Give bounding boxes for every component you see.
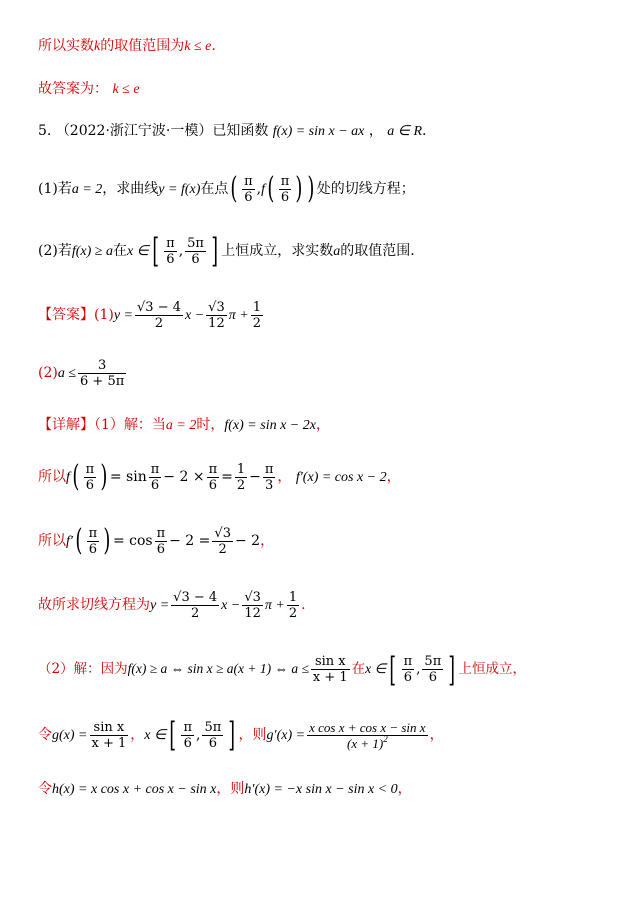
text: ，: [386, 469, 401, 485]
text: 在: [351, 661, 366, 677]
answer-part-2: [38, 356, 128, 391]
fraction: $\frac{\pi}{6}$: [183, 719, 192, 751]
math-expr: x ∈: [126, 244, 149, 259]
text: 令: [38, 727, 52, 743]
math-var: k: [94, 39, 101, 54]
fraction: $\frac{\pi}{3}$: [264, 461, 274, 493]
text: 的取值范围为: [100, 38, 185, 54]
fraction: $\frac{√3 - 4}{2}$: [137, 299, 181, 331]
fraction: $\frac{1}{2}$: [288, 589, 298, 621]
text: ，: [315, 417, 330, 433]
math-expr: y = f(x): [158, 182, 201, 197]
text: 已知函数: [212, 123, 269, 139]
math-expr: = cos: [112, 533, 153, 549]
text: ，则: [238, 727, 267, 743]
detail-line-6: 令g(x) = $\frac{\text{sin x}}{x + 1}$ ，x ∈[ $\frac{\pi}{6}$ , $\frac{5\pi}{6}$ ] ，则g′(x) = $\frac{\text{x cos x + cos x − sin x}}{(x + 1)^2}$ ，: [38, 715, 444, 755]
text: 上恒成立，求实数: [221, 243, 334, 259]
problem-statement: 5. （2022·浙江宁波·一模）已知函数 f(x) = sin x − ax ， a ∈ R.: [38, 123, 427, 139]
math-expr: x −: [185, 308, 205, 323]
detail-line-1: [38, 416, 330, 435]
text: 在点: [200, 181, 229, 197]
text: 在: [112, 243, 127, 259]
fraction: $\frac{\pi}{6}$: [403, 654, 413, 685]
fraction: $\frac{3}{6 + 5\pi}$: [80, 357, 125, 389]
fraction: $\frac{\pi}{6}$: [166, 235, 175, 267]
math-expr: π +: [228, 308, 249, 323]
text: 的取值范围.: [340, 243, 415, 259]
fraction: $\frac{\pi}{6}$: [88, 525, 98, 557]
fraction: $\frac{5\pi}{6}$: [204, 719, 222, 751]
detail-line-4: 故所求切线方程为y = $\frac{√3 - 4}{2}$ x − $\frac{√3}{12}$ π + $\frac{1}{2}$ .: [38, 589, 306, 621]
fraction: $\frac{1}{2}$: [252, 299, 261, 331]
fraction: $\frac{\pi}{6}$: [85, 461, 95, 493]
fraction: $\frac{√3}{2}$: [214, 525, 231, 557]
math-expr: − 2: [234, 533, 261, 549]
fraction: $\frac{√3}{12}$: [244, 589, 261, 621]
text: 上恒成立，: [458, 661, 527, 677]
answer-part-1: [38, 298, 265, 333]
math-expr: f(x) = sin x − 2x: [224, 418, 316, 433]
math-var: f: [66, 470, 70, 485]
question-part-1: (1)若a = 2，求曲线y = f(x)在点( $\frac{\pi}{6}$ ,f( $\frac{\pi}{6}$ ) ) 处的切线方程；: [38, 171, 415, 206]
fraction: $\frac{\text{x cos x + cos x − sin x}}{(x + 1)^2}$: [309, 719, 426, 751]
math-expr: a ≤: [57, 366, 77, 381]
text: 令: [38, 781, 52, 797]
answer-tag: 【答案】: [38, 307, 94, 323]
bracket-open: [: [152, 231, 159, 271]
math-expr: g′(x) =: [266, 728, 306, 743]
detail-line-2: 所以f( $\frac{\pi}{6}$ ) = sin $\frac{\pi}{6}$ − 2 × $\frac{\pi}{6}$ = $\frac{1}{2}$ − $\frac{\pi}{3}$ ， f′(x) = cos x − 2，: [38, 459, 401, 494]
math-expr: =: [221, 469, 233, 485]
fraction: $\frac{1}{2}$: [236, 461, 246, 493]
math-var: a: [333, 244, 341, 259]
problem-number: 5.: [38, 123, 52, 139]
math-expr: g(x) =: [52, 728, 88, 743]
text: .: [211, 38, 216, 54]
fraction: $\frac{\pi}{6}$: [156, 525, 166, 557]
text: 故答案为：: [38, 81, 108, 97]
fraction: $\frac{√3 - 4}{2}$: [173, 589, 218, 621]
text: 故所求切线方程为: [38, 597, 150, 613]
math-expr: π +: [264, 598, 285, 613]
math-expr: a = 2: [165, 418, 197, 433]
text: ，: [260, 533, 275, 549]
paren-open: (: [230, 171, 238, 206]
paren-close: ): [295, 171, 303, 206]
text: ，: [429, 727, 444, 743]
text: (2): [38, 365, 58, 381]
bracket-close: ]: [211, 231, 218, 271]
fraction: $\frac{5\pi}{6}$: [187, 235, 204, 267]
text: ，: [130, 727, 145, 743]
math-expr: f′(x) = cos x − 2: [295, 470, 387, 485]
fraction: $\frac{\pi}{6}$: [244, 173, 253, 205]
text: 所以: [38, 469, 66, 485]
text: 所以: [38, 533, 66, 549]
math-expr: y =: [113, 308, 134, 323]
math-expr: x ∈: [144, 728, 167, 743]
paren-open: (: [267, 171, 275, 206]
math-expr: −: [249, 469, 261, 485]
math-expr: h′(x) = −x sin x − sin x < 0: [244, 782, 398, 797]
math-var: f′: [66, 534, 73, 549]
math-expr: y =: [150, 598, 170, 613]
question-part-2: (2)若f(x) ≥ a在x ∈[ $\frac{\pi}{6}$ , $\frac{5\pi}{6}$ ] 上恒成立，求实数a的取值范围.: [38, 231, 415, 271]
text: (1)若: [38, 181, 72, 197]
math-expr: x ∈: [365, 661, 387, 676]
math-expr: − 2 =: [169, 533, 211, 549]
text: 时，: [196, 417, 225, 433]
fraction: $\frac{\text{sin x}}{x + 1}$: [312, 654, 348, 685]
function-def: f(x) = sin x − ax: [272, 124, 365, 139]
text: .: [422, 123, 427, 139]
text: (1): [94, 307, 114, 323]
math-expr: f(x) ≥ a ⇔ sin x ≥ a(x + 1) ⇔ a ≤: [127, 661, 309, 676]
problem-source: （2022·浙江宁波·一模）: [55, 123, 213, 139]
detail-line-3: 所以f′( $\frac{\pi}{6}$ ) = cos $\frac{\pi}{6}$ − 2 = $\frac{√3}{2}$ − 2，: [38, 523, 275, 558]
text: (2)若: [38, 243, 72, 259]
math-expr: x −: [221, 598, 241, 613]
fraction: $\frac{\pi}{6}$: [280, 173, 290, 205]
text: （1）解：当: [94, 417, 166, 433]
text: ，求曲线: [102, 181, 159, 197]
paren-close: ): [307, 171, 315, 206]
conclusion-line-1: [38, 37, 216, 56]
math-expr: = sin: [109, 469, 147, 485]
text: ，则: [216, 781, 245, 797]
fraction: $\frac{\pi}{6}$: [208, 461, 218, 493]
text: 处的切线方程；: [316, 181, 415, 197]
text: （2）解：因为: [38, 661, 128, 677]
detail-tag: 【详解】: [38, 417, 94, 433]
fraction: $\frac{√3}{12}$: [208, 299, 225, 331]
detail-line-5: （2）解：因为f(x) ≥ a ⇔ sin x ≥ a(x + 1) ⇔ a ≤ $\frac{\text{sin x}}{x + 1}$ 在x ∈[ $\frac{\pi}{6}$ , $\frac{5\pi}{6}$ ] 上恒成立，: [38, 649, 527, 690]
answer-line: [38, 80, 140, 99]
math-expr: k ≤ e: [112, 82, 140, 97]
math-expr: a = 2: [71, 182, 103, 197]
math-expr: − 2 ×: [163, 469, 205, 485]
math-expr: a ∈ R: [387, 124, 423, 139]
fraction: $\frac{5\pi}{6}$: [424, 654, 442, 685]
math-expr: f(x) ≥ a: [71, 244, 113, 259]
text: ，: [397, 781, 412, 797]
detail-line-7: [38, 780, 412, 799]
math-expr: h(x) = x cos x + cos x − sin x: [52, 782, 217, 797]
text: ，: [277, 469, 292, 485]
text: 所以实数: [38, 38, 94, 54]
fraction: $\frac{\text{sin x}}{x + 1}$: [91, 719, 127, 751]
fraction: $\frac{\pi}{6}$: [150, 461, 160, 493]
math-expr: k ≤ e: [184, 39, 212, 54]
